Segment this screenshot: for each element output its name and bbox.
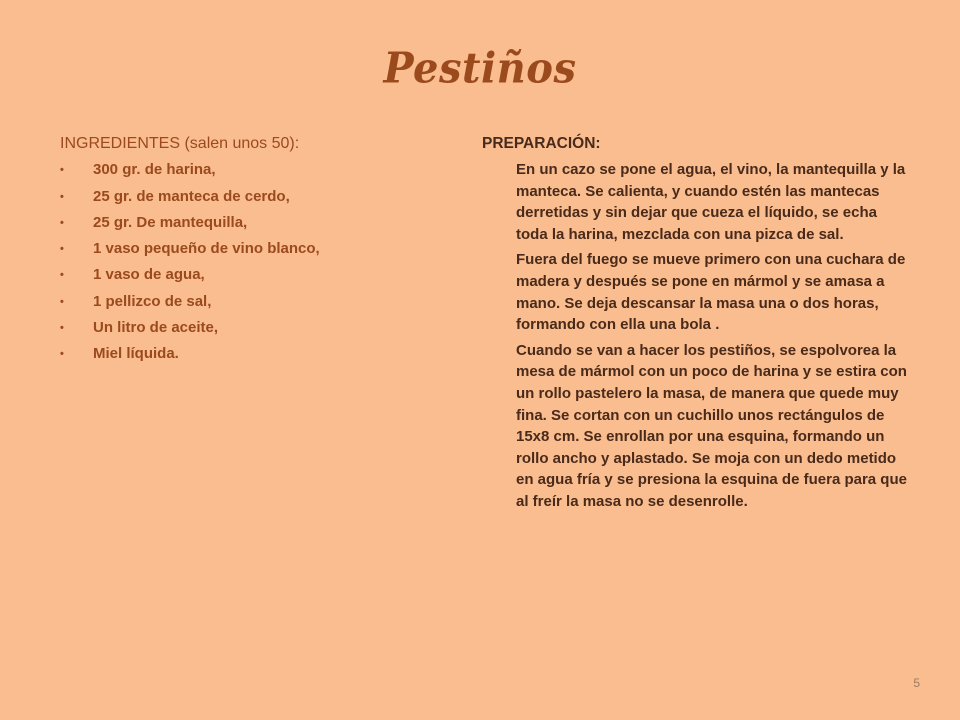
ingredients-list bbox=[60, 159, 450, 365]
ingredient-text: 25 gr. De mantequilla, bbox=[93, 213, 248, 231]
preparation-paragraph: En un cazo se pone el agua, el vino, la mantequilla y la manteca. Se calienta, y cuando estén las mantecas derretidas y sin dejar que cueza el líquido, se echa toda la harina, mezclada con una pizca de sal. bbox=[516, 161, 906, 243]
preparation-heading: PREPARACIÓN: bbox=[482, 135, 601, 152]
bullet-icon: • bbox=[60, 269, 64, 282]
ingredient-item bbox=[60, 317, 450, 339]
ingredient-item bbox=[60, 186, 450, 208]
bullet-icon: • bbox=[60, 295, 64, 308]
ingredient-item bbox=[60, 238, 450, 260]
ingredient-text: Miel líquida. bbox=[93, 345, 179, 363]
slide-title: Pestiños bbox=[383, 43, 577, 94]
bullet-icon: • bbox=[60, 322, 64, 335]
ingredient-text: 25 gr. de manteca de cerdo, bbox=[93, 187, 290, 205]
bullet-icon: • bbox=[60, 190, 64, 203]
preparation-paragraph: Fuera del fuego se mueve primero con una cuchara de madera y después se pone en mármol y se amasa a mano. Se deja descansar la masa una o dos horas, formando con ella una bola . bbox=[516, 251, 906, 334]
ingredient-text: 1 pellizco de sal, bbox=[93, 292, 212, 310]
ingredient-item bbox=[60, 343, 450, 365]
bullet-icon: • bbox=[60, 348, 64, 361]
page-number: 5 bbox=[913, 676, 920, 690]
ingredient-item bbox=[60, 291, 450, 313]
ingredients-column bbox=[60, 133, 450, 365]
preparation-column bbox=[482, 133, 912, 513]
ingredient-item bbox=[60, 264, 450, 286]
bullet-icon: • bbox=[60, 243, 64, 256]
bullet-icon: • bbox=[60, 216, 64, 229]
ingredient-text: 300 gr. de harina, bbox=[93, 161, 216, 179]
ingredient-text: 1 vaso pequeño de vino blanco, bbox=[93, 240, 320, 258]
ingredients-heading: INGREDIENTES (salen unos 50): bbox=[60, 135, 300, 152]
ingredient-item bbox=[60, 159, 450, 181]
preparation-paragraph: Cuando se van a hacer los pestiños, se espolvorea la mesa de mármol con un poco de harina y se estira con un rollo pastelero la masa, de manera que quede muy fina. Se cortan con un cuchillo unos rectángulos de 15x8 cm. Se enrollan por una esquina, formando un rollo ancho y aplastado. Se moja con un dedo metido en agua fría y se presiona la esquina de fuera para que al freír la masa no se desenrolle. bbox=[516, 341, 907, 510]
ingredient-text: 1 vaso de agua, bbox=[93, 266, 205, 284]
bullet-icon: • bbox=[60, 164, 64, 177]
ingredient-text: Un litro de aceite, bbox=[93, 319, 219, 337]
ingredient-item bbox=[60, 212, 450, 234]
